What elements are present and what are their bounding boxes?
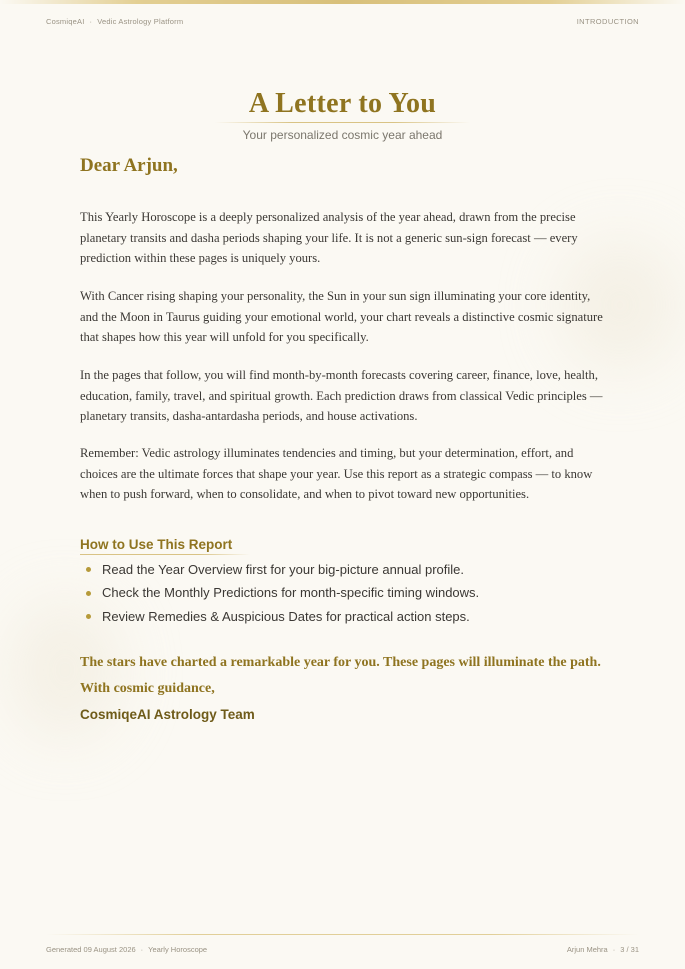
how-to-underline [80,554,250,555]
footer-generated-date: Generated 09 August 2026 [46,945,136,954]
page-number: 3 / 31 [620,945,639,954]
closing-statement: The stars have charted a remarkable year for you. These pages will illuminate the path. [80,655,601,670]
list-item-text: Review Remedies & Auspicious Dates for practical action steps. [102,608,470,624]
list-item [80,605,479,629]
top-gold-rule [0,0,685,4]
page-subtitle: Your personalized cosmic year ahead [242,128,443,142]
how-to-heading: How to Use This Report [80,537,233,552]
list-item-text: Check the Monthly Predictions for month-specific timing windows. [102,585,480,601]
bullet-icon [86,591,91,596]
header-platform: Vedic Astrology Platform [97,17,184,26]
header-section: INTRODUCTION [576,17,639,26]
letter-paragraph: In the pages that follow, you will find month-by-month forecasts covering career, finance, love, health, education, family, travel, and spiritual growth. Each prediction draws from classical Vedic principles — planetary transits, dasha-antardasha periods, and house activations. [80,368,603,424]
footer-left [46,945,207,954]
footer-report-name: Yearly Horoscope [148,945,208,954]
title-divider [215,122,470,123]
footer-right [567,945,639,954]
header-brand-line [46,17,183,26]
footer-divider [46,934,639,935]
letter-paragraph: Remember: Vedic astrology illuminates tendencies and timing, but your determination, effort, and choices are the ultimate forces that shape your year. Use this report as a strategic compass — to know when to push forward, when to consolidate, and when to pivot toward new opportunities. [80,446,593,502]
signature: CosmiqeAI Astrology Team [80,707,255,722]
running-header [46,17,639,26]
header-brand: CosmiqeAI [46,17,85,26]
list-item-text: Read the Year Overview first for your big-picture annual profile. [102,561,465,577]
header-separator: · [89,17,93,26]
closing-valediction: With cosmic guidance, [80,681,215,696]
bullet-icon [86,614,91,619]
page-footer [46,945,639,954]
footer-separator: · [140,945,144,954]
list-item [80,582,479,606]
how-to-list [80,558,479,629]
letter-paragraph: This Yearly Horoscope is a deeply personalized analysis of the year ahead, drawn from the precise planetary transits and dasha periods shaping your life. It is not a generic sun-sign forecast — every prediction within these pages is uniquely yours. [80,210,578,266]
list-item [80,558,479,582]
page-title: A Letter to You [248,88,437,119]
salutation: Dear Arjun, [80,155,178,176]
letter-paragraph: With Cancer rising shaping your personality, the Sun in your sun sign illuminating your core identity, and the Moon in Taurus guiding your emotional world, your chart reveals a distinctive cosmic signature that shapes how this year will unfold for you specifically. [80,289,603,345]
footer-separator: · [612,945,616,954]
footer-person-name: Arjun Mehra [566,945,608,954]
bullet-icon [86,567,91,572]
